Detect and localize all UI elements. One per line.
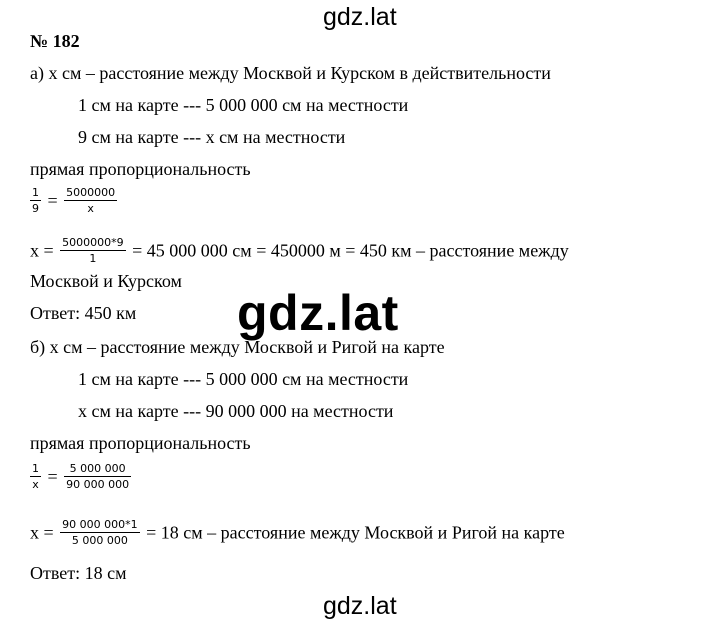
part-b-solution-fraction [60,518,139,547]
part-a-solution [30,236,569,265]
fraction-numerator: 5 000 000 [64,462,131,477]
part-a-solution-cont: Москвой и Курском [30,271,182,291]
part-b-row1: 1 см на карте --- 5 000 000 см на местности [78,369,409,389]
fraction-numerator: 90 000 000*1 [62,518,138,531]
part-a-proportionality: прямая пропорциональность [30,159,251,179]
fraction-denominator: 1 [89,252,97,265]
part-b-proportionality: прямая пропорциональность [30,433,251,453]
part-a-intro: а) x см – расстояние между Москвой и Курском в действительности [30,63,551,83]
part-a-answer: Ответ: 450 км [30,303,137,323]
watermark-middle: gdz.lat [237,285,399,341]
part-a-row1: 1 см на карте --- 5 000 000 см на местности [78,95,409,115]
part-b-answer: Ответ: 18 см [30,563,127,583]
solution-suffix: = 45 000 000 см = 450000 м = 450 км – расстояние между [132,240,569,261]
watermark-bottom: gdz.lat [323,592,397,620]
equals-sign: = [47,190,58,211]
part-a-row2: 9 см на карте --- x см на местности [78,127,346,147]
part-a-eq-right-fraction [64,186,117,215]
solution-prefix: x = [30,240,54,261]
part-b-intro: б) x см – расстояние между Москвой и Ригой на карте [30,337,445,357]
fraction-denominator: 90 000 000 [66,478,130,491]
part-b-row2: x см на карте --- 90 000 000 на местности [78,401,394,421]
solution-prefix: x = [30,522,54,543]
fraction-numerator: 5000000 [66,186,116,199]
part-b-solution [30,518,565,547]
part-a-eq-left-fraction [30,186,41,215]
fraction-numerator: 1 [32,462,39,475]
equals-sign: = [47,466,58,487]
part-b-eq-right-fraction [64,462,131,491]
part-a-solution-fraction [60,236,126,265]
watermark-top: gdz.lat [323,3,397,31]
fraction-denominator: 9 [32,202,39,215]
problem-number: № 182 [30,31,80,51]
solution-suffix: = 18 см – расстояние между Москвой и Ригой на карте [146,522,565,543]
fraction-numerator: 5000000*9 [62,236,124,249]
fraction-denominator: x [32,478,39,491]
fraction-denominator: x [87,202,94,215]
part-b-eq-left-fraction [30,462,41,491]
part-b-equation [28,462,133,491]
fraction-numerator: 1 [32,186,39,199]
part-a-equation [28,186,119,215]
fraction-denominator: 5 000 000 [71,534,128,547]
